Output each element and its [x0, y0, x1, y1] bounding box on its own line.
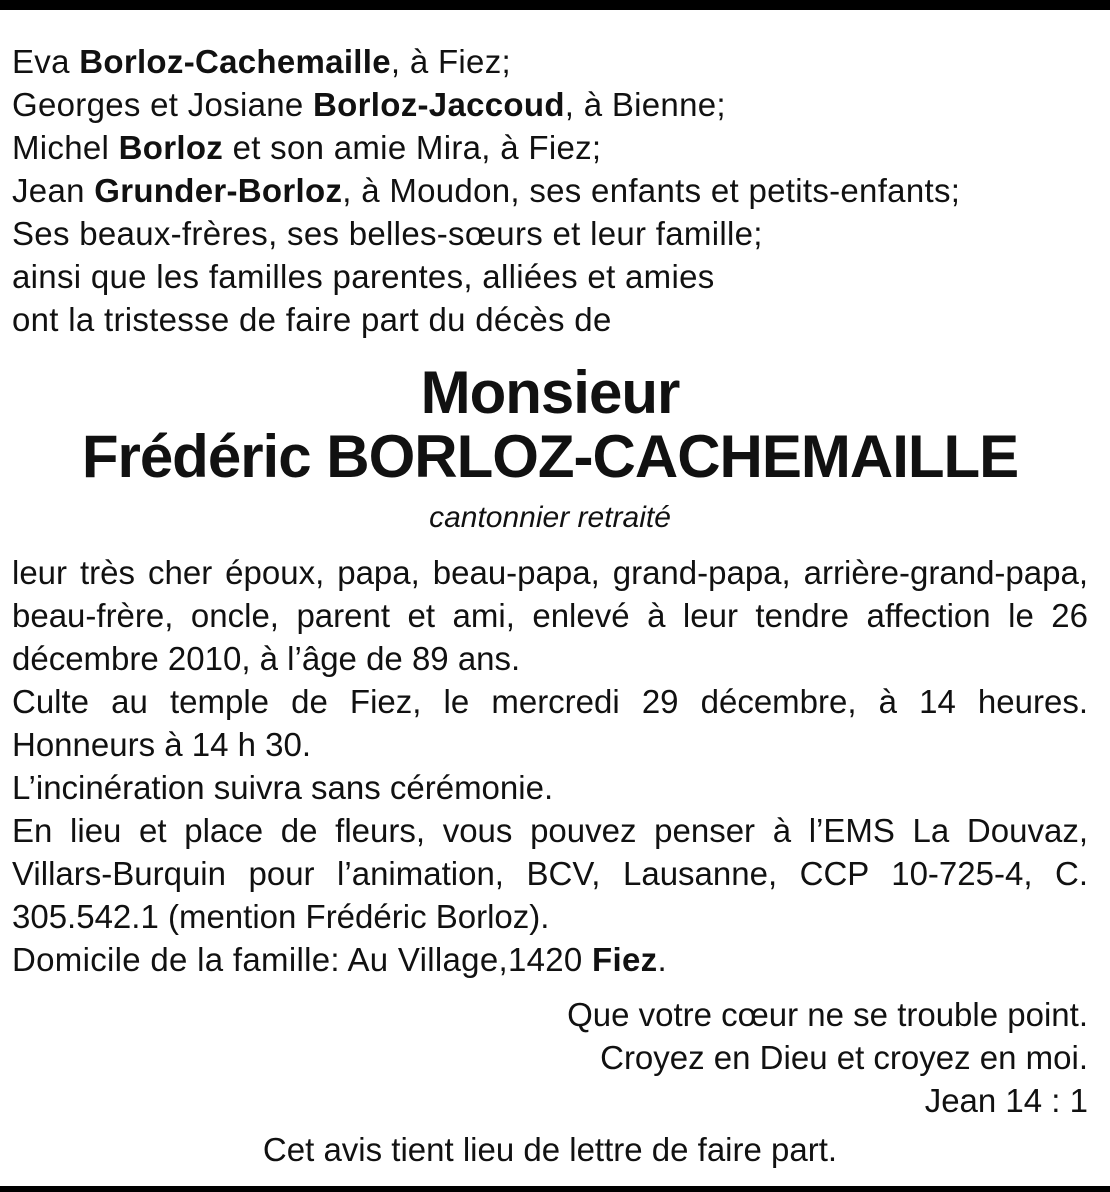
- tribute-paragraph: leur très cher époux, papa, beau-papa, grand-papa, arrière-grand-papa, beau-frère, oncle, parent et ami, enlevé à leur tendre affection le 26 décembre 2010, à l’âge de 89 ans.: [12, 554, 1088, 677]
- verse-line-2: Croyez en Dieu et croyez en moi.: [600, 1039, 1088, 1076]
- deceased-heading: [12, 361, 1088, 489]
- verse-reference: Jean 14 : 1: [924, 1082, 1088, 1119]
- deceased-title: Monsieur: [420, 359, 680, 426]
- bible-verse: [12, 993, 1088, 1122]
- family-line-michel: Michel Borloz et son amie Mira, à Fiez;: [12, 129, 602, 166]
- family-line-eva: Eva Borloz-Cachemaille, à Fiez;: [12, 43, 511, 80]
- deceased-name: Frédéric BORLOZ-CACHEMAILLE: [81, 423, 1019, 490]
- family-line-jean: Jean Grunder-Borloz, à Moudon, ses enfants et petits-enfants;: [12, 172, 961, 209]
- donation-paragraph: En lieu et place de fleurs, vous pouvez penser à l’EMS La Douvaz, Villars-Burquin pour l’animation, BCV, Lausanne, CCP 10-725-4, C. 305.542.1 (mention Frédéric Borloz).: [12, 812, 1088, 935]
- family-line-in-laws: Ses beaux-frères, ses belles-sœurs et leur famille;: [12, 215, 763, 252]
- service-paragraph: Culte au temple de Fiez, le mercredi 29 décembre, à 14 heures. Honneurs à 14 h 30.: [12, 683, 1088, 763]
- closing-note: Cet avis tient lieu de lettre de faire part.: [262, 1131, 838, 1168]
- deceased-occupation: cantonnier retraité: [429, 501, 671, 534]
- top-border-rule: [0, 0, 1110, 10]
- verse-line-1: Que votre cœur ne se trouble point.: [567, 996, 1088, 1033]
- bottom-border-rule: [0, 1186, 1110, 1192]
- family-line-georges-josiane: Georges et Josiane Borloz-Jaccoud, à Bienne;: [12, 86, 726, 123]
- cremation-paragraph: L’incinération suivra sans cérémonie.: [12, 769, 554, 806]
- announcement-intro: ont la tristesse de faire part du décès de: [12, 301, 612, 338]
- obituary-notice: [12, 40, 1088, 1171]
- family-line-relatives: ainsi que les familles parentes, alliées et amies: [12, 258, 715, 295]
- domicile-line: Domicile de la famille: Au Village,1420 Fiez.: [12, 941, 667, 978]
